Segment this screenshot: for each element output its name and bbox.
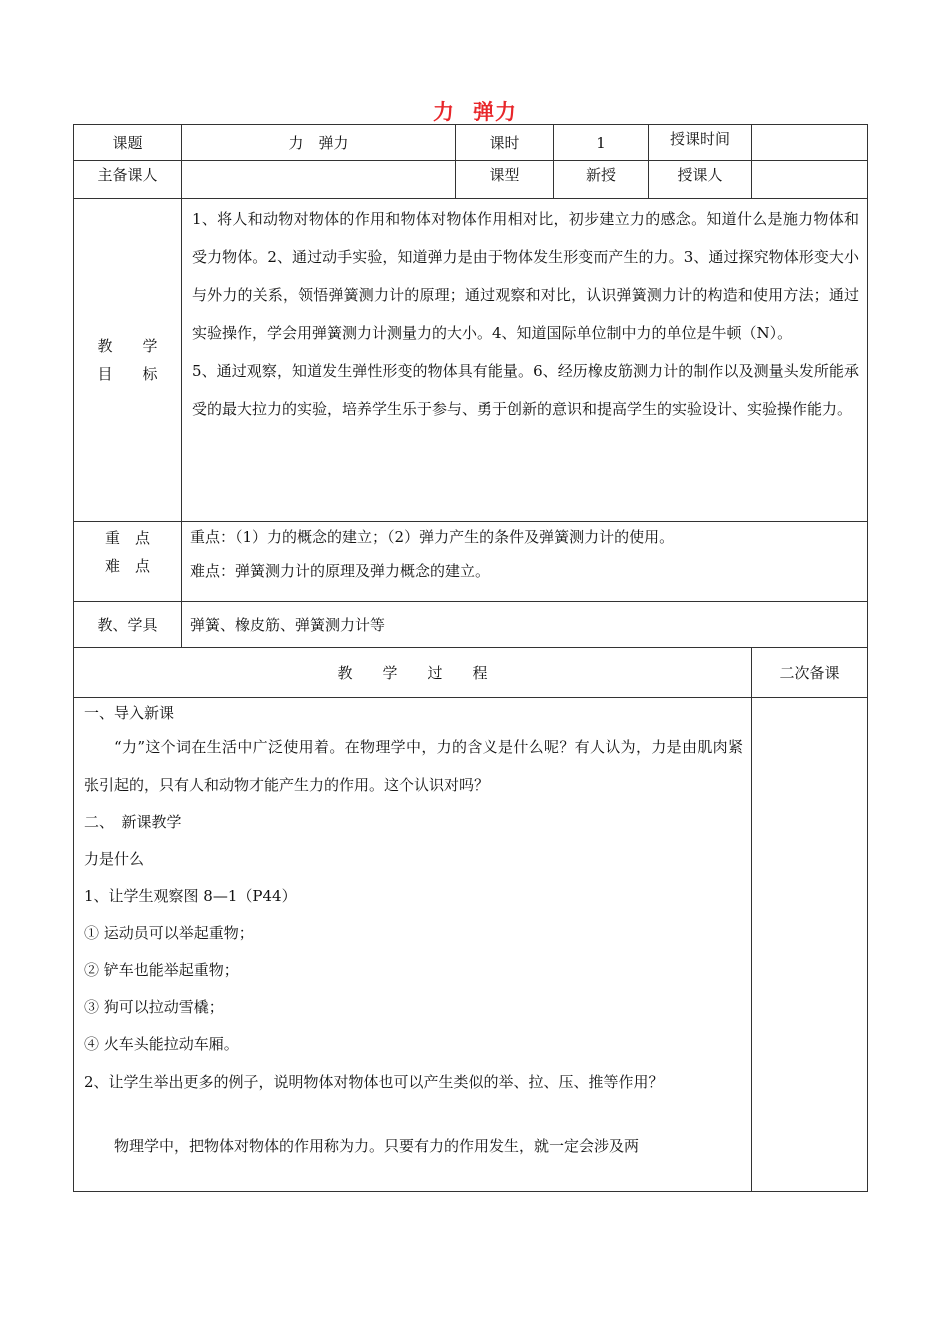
objectives-content xyxy=(182,199,868,522)
process-item-5: ④ 火车头能拉动车厢。 xyxy=(84,1035,239,1053)
objectives-label-line-1: 教 学 xyxy=(97,337,158,355)
preparer-label: 主备课人 xyxy=(74,161,182,199)
title-part-1: 力 xyxy=(433,100,455,124)
key-points-label-line-1: 重 点 xyxy=(104,529,150,547)
objectives-label-line-2: 目 标 xyxy=(97,365,158,383)
process-row xyxy=(74,698,868,1192)
process-paragraph-examples: 2、让学生举出更多的例子，说明物体对物体也可以产生类似的举、拉、压、推等作用？ xyxy=(84,1073,664,1091)
header-row-1 xyxy=(74,125,868,161)
period-value: 1 xyxy=(554,125,649,161)
page-title xyxy=(0,96,950,126)
header-row-2 xyxy=(74,161,868,199)
process-item-2: ① 运动员可以举起重物； xyxy=(84,924,254,942)
tools-row xyxy=(74,602,868,648)
topic-value: 力 弹力 xyxy=(182,125,456,161)
key-points-row xyxy=(74,522,868,602)
type-value: 新授 xyxy=(554,161,649,199)
teacher-value xyxy=(752,161,868,199)
second-prep-header: 二次备课 xyxy=(752,648,868,698)
section-intro-heading: 一、导入新课 xyxy=(84,704,175,722)
teacher-label: 授课人 xyxy=(649,161,752,199)
tools-label: 教、学具 xyxy=(74,602,182,648)
second-prep-content xyxy=(752,698,868,1192)
period-label: 课时 xyxy=(456,125,554,161)
objectives-paragraph-2: 5、通过观察，知道发生弹性形变的物体具有能量。6、经历橡皮筋测力计的制作以及测量头发所能承受的最大拉力的实验，培养学生乐于参与、勇于创新的意识和提高学生的实验设计、实验操作能力。 xyxy=(192,362,859,418)
process-content xyxy=(74,698,752,1192)
topic-label: 课题 xyxy=(74,125,182,161)
key-points-content xyxy=(182,522,868,602)
process-header-row xyxy=(74,648,868,698)
key-points-label-line-2: 难 点 xyxy=(104,557,150,575)
process-paragraph-definition: 物理学中，把物体对物体的作用称为力。只要有力的作用发生，就一定会涉及两 xyxy=(114,1137,640,1155)
process-item-4: ③ 狗可以拉动雪橇； xyxy=(84,998,224,1016)
objectives-paragraph-1: 1、将人和动物对物体的作用和物体对物体作用相对比，初步建立力的感念。知道什么是施力物体和受力物体。2、通过动手实验，知道弹力是由于物体发生形变而产生的力。3、通过探究物体形变大小与外力的关系，领悟弹簧测力计的原理；通过观察和对比，认识弹簧测力计的构造和使用方法；通过实验操作，学会用弹簧测力计测量力的大小。4、知道国际单位制中力的单位是牛顿（N）。 xyxy=(192,210,859,342)
title-part-2: 弹力 xyxy=(473,100,517,124)
objectives-label xyxy=(74,199,182,522)
tools-value: 弹簧、橡皮筋、弹簧测力计等 xyxy=(182,602,868,648)
difficult-point-text: 难点：弹簧测力计的原理及弹力概念的建立。 xyxy=(190,562,491,580)
process-item-3: ② 铲车也能举起重物； xyxy=(84,961,239,979)
time-value xyxy=(752,125,868,161)
subsection-what-is-force: 力是什么 xyxy=(84,850,145,868)
process-header: 教 学 过 程 xyxy=(74,648,752,698)
type-label: 课型 xyxy=(456,161,554,199)
process-item-1: 1、让学生观察图 8—1（P44） xyxy=(84,887,297,905)
objectives-row xyxy=(74,199,868,522)
key-points-label xyxy=(74,522,182,602)
lesson-plan-table xyxy=(73,124,868,1192)
time-label: 授课时间 xyxy=(649,125,752,161)
section-new-lesson-heading: 二、 新课教学 xyxy=(84,813,182,831)
key-point-text: 重点：（1）力的概念的建立；（2）弹力产生的条件及弹簧测力计的使用。 xyxy=(190,528,675,546)
preparer-value xyxy=(182,161,456,199)
intro-paragraph: “力”这个词在生活中广泛使用着。在物理学中，力的含义是什么呢？有人认为，力是由肌肉紧张引起的，只有人和动物才能产生力的作用。这个认识对吗？ xyxy=(84,738,743,794)
